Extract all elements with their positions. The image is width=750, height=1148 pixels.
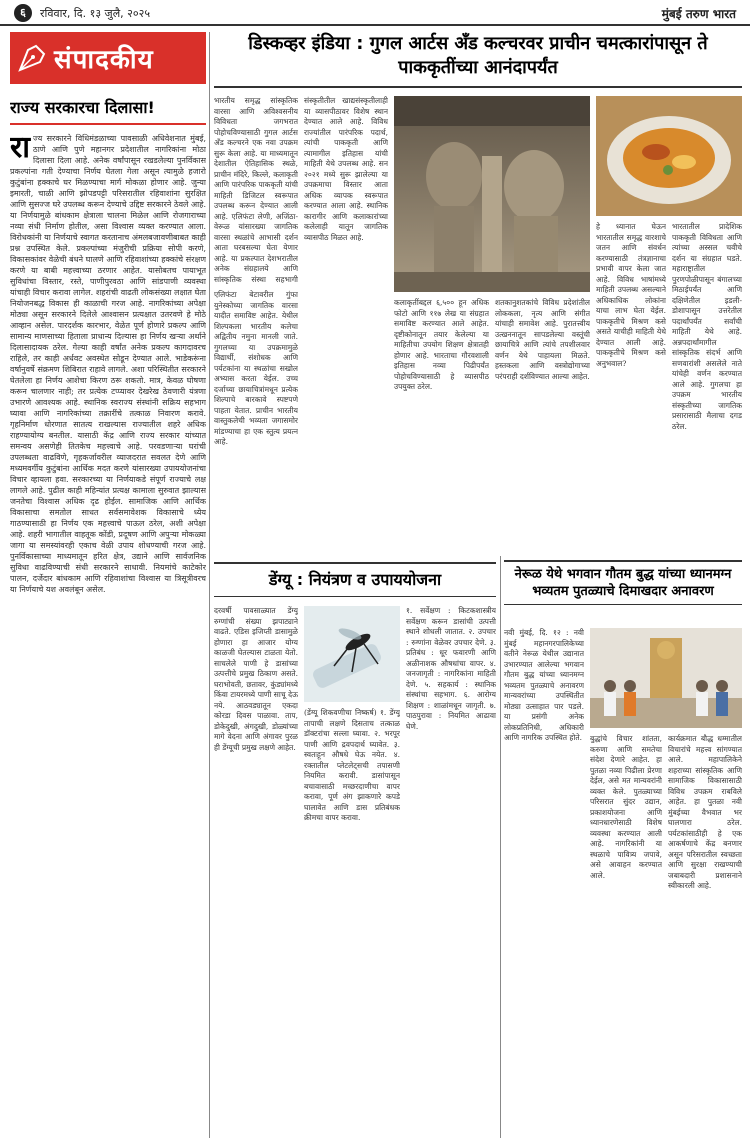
buddha-article-col-1: नवी मुंबई, दि. १२ : नवी मुंबई महानगरपालिकेच्या वतीने नेरूळ येथील उद्यानात उभारण्यात आलेल्या भगवान गौतम बुद्ध यांच्या ध्यानमग्न भव्यतम पुतळ्याचे अनावरण मान्यवरांच्या उपस्थितीत मोठ्या उत्साहात पार पडले. या प्रसंगी अनेक लोकप्रतिनिधी, अधिकारी आणि नागरिक उपस्थित होते.: [504, 628, 584, 742]
dengue-article-col-3: १. सर्वेक्षण : किटकशास्त्रीय सर्वेक्षण करून डासांची उत्पत्ती स्थाने शोधली जातात. २. उपचार : रुग्णांना वेळेवर उपचार देणे. ३. प्रतिबंध : धूर फवारणी आणि अळीनाशक औषधांचा वापर. ४. जनजागृती : नागरिकांना माहिती देणे. ५. सहकार्य : स्थानिक संस्थांचा सहभाग. ६. आरोग्य शिक्षण : शाळांमधून जागृती. ७. पाठपुरावा : नियमित आढावा घेणे.: [406, 606, 496, 731]
editorial-banner: [10, 32, 206, 84]
main-article-col-7: भारतातील प्रादेशिक पाककृती विविधता आणि त्यांच्या अस्सल चवीचे दर्शन या संग्रहात घडते. महाराष्ट्रातील पुरणपोळीपासून बंगालच्या मिठाईपर्यंत आणि दक्षिणेतील इडली-डोशापासून उत्तरेतील पदार्थांपर्यंत सर्वांची माहिती येथे आहे. अन्नपदार्थांमागील सांस्कृतिक संदर्भ आणि सणवारांशी असलेले नाते यांचेही वर्णन करण्यात आले आहे. गुगलचा हा उपक्रम भारतीय संस्कृतीच्या जागतिक प्रसारासाठी मैलाचा दगड ठरेल.: [672, 222, 742, 431]
main-article-headline: डिस्कव्हर इंडिया : गुगल आर्टस अँड कल्चरवर प्राचीन चमत्कारांपासून ते पाककृतींच्या आनंदापर्यंत: [214, 32, 742, 88]
dengue-article-col-1: दरवर्षी पावसाळ्यात डेंग्यू रुग्णांची संख्या झपाट्याने वाढते. एडिस इजिप्ती डासामुळे होणारा हा आजार योग्य काळजी घेतल्यास टाळता येतो. साचलेले पाणी हे डासांच्या उत्पत्तीचे प्रमुख ठिकाण असते. घराभोवती, छतावर, कुंड्यांमध्ये किंवा टायरमध्ये पाणी साचू देऊ नये. आठवड्यातून एकदा कोरडा दिवस पाळावा. ताप, डोकेदुखी, अंगदुखी, डोळ्यांच्या मागे वेदना आणि अंगावर पुरळ ही डेंग्यूची प्रमुख लक्षणे आहेत.: [214, 606, 298, 752]
editorial-text: ज्य सरकारने विधिमंडळाच्या पावसाळी अधिवेशनात मुंबई, ठाणे आणि पुणे महानगर प्रदेशातील नागरिकांना मोठा दिलासा दिला आहे. अनेक वर्षांपासून रखडलेल्या पुनर्विकास प्रकल्पांना गती देण्याचा निर्णय घेतला गेला असून त्यामुळे हजारो कुटुंबांना हक्काचे घर मिळण्याचा मार्ग मोकळा होणार आहे. जुन्या इमारती, चाळी आणि झोपडपट्टी परिसरातील रहिवाशांना सुरक्षित आणि सुसज्ज घरे उपलब्ध करून देण्याचे उद्दिष्ट सरकारने ठेवले आहे. या निर्णयामुळे बांधकाम क्षेत्राला चालना मिळेल आणि रोजगाराच्या नव्या संधी निर्माण होतील, असा विश्वास व्यक्त करण्यात आला. विरोधकांनी या निर्णयाचे स्वागत करतानाच अंमलबजावणीबाबत काही प्रश्न उपस्थित केले. प्रकल्पांच्या मंजुरीची प्रक्रिया सोपी करणे, विकासकांवर वेळेची बंधने घालणे आणि रहिवाशांच्या हक्कांचे संरक्षण करणे या बाबी महत्त्वाच्या ठरणार आहेत. यासोबतच पायाभूत सुविधांचा विस्तार, रस्ते, पाणीपुरवठा आणि सांडपाणी व्यवस्था यांचाही विचार करावा लागेल. शहरांची वाढती लोकसंख्या लक्षात घेता नियोजनबद्ध विकास ही काळाची गरज आहे. नागरिकांच्या अपेक्षा मोठ्या असून सरकारने दिलेले आश्वासन प्रत्यक्षात उतरवणे हे मोठे आव्हान असेल. पारदर्शक कारभार, वेळेत पूर्ण होणारे प्रकल्प आणि सामान्य माणसाच्या हिताला प्राधान्य दिल्यास हा निर्णय खऱ्या अर्थाने दिलासादायक ठरेल. गेल्या काही वर्षांत अनेक प्रकल्प कागदावरच राहिले, तर काही अर्धवट अवस्थेत सोडून देण्यात आले. भाडेकरूंना वर्षानुवर्षे संक्रमण शिबिरात राहावे लागले. अशा परिस्थितीत सरकारने घेतलेला हा निर्णय आशेचा किरण ठरू शकतो. मात्र, केवळ घोषणा करून चालणार नाही; तर प्रत्येक टप्प्यावर देखरेख ठेवणारी यंत्रणा उभारणे आवश्यक आहे. स्थानिक स्वराज्य संस्थांनी सक्रिय सहभाग घ्यावा आणि नागरिकांच्या तक्रारींचे तत्काळ निवारण करावे. गृहनिर्माण धोरणात सातत्य राखल्यास राज्यातील शहरे अधिक राहण्यायोग्य बनतील. यासाठी केंद्र आणि राज्य सरकार यांच्यात समन्वय असणेही तितकेच महत्त्वाचे आहे. परवडणाऱ्या घरांची उपलब्धता वाढविणे, गृहकर्जावरील व्याजदरात सवलत देणे आणि मध्यमवर्गीय कुटुंबांना आर्थिक मदत करणे यांसारख्या उपाययोजनांचा विचार व्हायला हवा. सरकारच्या या निर्णयाकडे संपूर्ण राज्याचे लक्ष लागले आहे. पुढील काही महिन्यांत प्रत्यक्ष कामाला सुरुवात झाल्यास जनतेचा विश्वास अधिक दृढ होईल. सामाजिक आणि आर्थिक विकासाचा समतोल साधत सर्वसमावेशक विकासाचे ध्येय गाठण्यासाठी हा निर्णय एक महत्त्वाचे पाऊल ठरेल, अशी अपेक्षा आहे. शहरी भागातील वाहतूक कोंडी, प्रदूषण आणि अपुऱ्या मोकळ्या जागा या समस्यांवरही एकाच वेळी उपाय शोधण्याची गरज आहे. पुनर्विकासाच्या माध्यमातून हरित क्षेत्र, उद्याने आणि सार्वजनिक सुविधा वाढविण्याची संधी सरकारने साधावी. नियमांचे काटेकोर पालन, दर्जेदार बांधकाम आणि रहिवाशांचा विश्वास या त्रिसूत्रीवरच या निर्णयाचे यश अवलंबून असेल.: [10, 134, 206, 595]
editorial-drop-cap: रा: [10, 130, 31, 166]
main-article-col-6: हे ध्यानात घेऊन भारतातील समृद्ध वारशाचे जतन आणि संवर्धन करण्यासाठी तंत्रज्ञानाचा प्रभावी वापर केला जात आहे. विविध भाषांमध्ये माहिती उपलब्ध असल्याने अधिकाधिक लोकांना याचा लाभ घेता येईल. पाककृतीचे मिश्रण कसे असते याचीही माहिती येथे देण्यात आली आहे. पाककृतीचे मिश्रण कसे अनुभवाल?: [596, 222, 666, 368]
newspaper-name: मुंबई तरुण भारत: [661, 7, 736, 21]
main-article-col-2: संस्कृतीतील खाद्यसंस्कृतीलाही या व्यासपीठावर विशेष स्थान देण्यात आले आहे. विविध राज्यांतील पारंपरिक पदार्थ, त्यांची पाककृती आणि त्यामागील इतिहास यांची माहिती येथे उपलब्ध आहे. सन २०२१ मध्ये सुरू झालेल्या या उपक्रमाचा विस्तार आता अधिक व्यापक स्वरूपात करण्यात आला आहे. स्थानिक कारागीर आणि कलाकारांच्या कलेलाही यातून जागतिक व्यासपीठ मिळत आहे.: [304, 96, 388, 242]
editorial-headline: राज्य सरकारचा दिलासा!: [10, 98, 206, 125]
mosquito-illustration: [304, 606, 400, 702]
dengue-article-col-2: (डेंग्यू शिकवणीचा निष्कर्ष) १. डेंग्यू तापाची लक्षणे दिसताच तत्काळ डॉक्टरांचा सल्ला घ्यावा. २. भरपूर पाणी आणि द्रवपदार्थ घ्यावेत. ३. स्वतःहून औषधे घेऊ नयेत. ४. रक्तातील प्लेटलेट्सची तपासणी नियमित करावी. डासांपासून बचावासाठी मच्छरदाणीचा वापर करावा, पूर्ण अंग झाकणारे कपडे घालावेत आणि डास प्रतिबंधक क्रीमचा वापर करावा.: [304, 708, 400, 822]
main-article-col-4: कलाकृतींबद्दल ६,५०० हून अधिक फोटो आणि ११७ लेख या संग्रहात समाविष्ट करण्यात आले आहेत. दृष्टीकोनातून तयार केलेल्या या माहितीचा उपयोग शिक्षण क्षेत्रातही होणार आहे. भारताचा गौरवशाली इतिहास नव्या पिढीपर्यंत पोहोचविण्यासाठी हे व्यासपीठ उपयुक्त ठरेल.: [394, 298, 489, 391]
main-article-col-1b: एलिफंटा बेटावरील गुंफा युनेस्कोच्या जागतिक वारसा यादीत समाविष्ट आहेत. येथील शिल्पकला भारतीय कलेचा अद्वितीय नमुना मानली जाते. गुगलच्या या उपक्रमामुळे विद्यार्थी, संशोधक आणि पर्यटकांना या स्थळांचा सखोल अभ्यास करता येईल. उच्च दर्जाच्या छायाचित्रांमधून प्रत्येक शिल्पाचे बारकावे स्पष्टपणे पाहता येतात. प्राचीन भारतीय वास्तुकलेची भव्यता जगासमोर मांडण्याचा हा एक स्तुत्य प्रयत्न आहे.: [214, 290, 298, 446]
main-article-col-5: शतकानुशतकांचे विविध प्रदेशांतील लोककला, नृत्य आणि संगीत यांचाही समावेश आहे. पुरातत्त्वीय उत्खननातून सापडलेल्या वस्तूंची छायाचित्रे आणि त्यांचे तपशीलवार वर्णन येथे पाहायला मिळते. हस्तकला आणि वस्त्रोद्योगाच्या परंपराही दर्शविण्यात आल्या आहेत.: [495, 298, 590, 381]
buddha-article-col-2: बुद्धांचे विचार शांतता, करुणा आणि समतेचा संदेश देणारे आहेत. हा पुतळा नव्या पिढीला प्रेरणा देईल, असे मत मान्यवरांनी व्यक्त केले. पुतळ्याच्या परिसरात सुंदर उद्यान, प्रकाशयोजना आणि ध्यानधारणेसाठी विशेष व्यवस्था करण्यात आली आहे. नागरिकांनी या स्थळाचे पावित्र्य जपावे, असे आवाहन करण्यात आले.: [590, 734, 662, 880]
main-article-col-1: भारतीय समृद्ध सांस्कृतिक वारसा आणि अविश्वसनीय विविधता जगभरात पोहोचविण्यासाठी गुगल आर्टस अँड कल्चरने एक नवा उपक्रम सुरू केला आहे. या माध्यमातून देशातील ऐतिहासिक स्थळे, प्राचीन मंदिरे, किल्ले, कलाकृती आणि पारंपरिक पाककृती यांची माहिती डिजिटल स्वरूपात उपलब्ध करून देण्यात आली आहे. एलिफंटा लेणी, अजिंठा-वेरूळ यांसारख्या जागतिक वारसा स्थळांचे आभासी दर्शन आता घरबसल्या घेता येणार आहे. या प्रकल्पात देशभरातील अनेक संग्रहालये आणि सांस्कृतिक संस्था सहभागी: [214, 96, 298, 284]
ceremony-photo: [590, 628, 742, 728]
buddha-article-col-3: कार्यक्रमात बौद्ध धम्मातील विचारांचे महत्त्व सांगण्यात आले. महापालिकेने शहराच्या सांस्कृतिक आणि सामाजिक विकासासाठी विविध उपक्रम राबविले आहेत. हा पुतळा नवी मुंबईच्या वैभवात भर घालणारा ठरेल. पर्यटकांसाठीही हे एक आकर्षणाचे केंद्र बनणार असून परिसरातील स्वच्छता आणि सुरक्षा राखण्याची जबाबदारी प्रशासनाने स्वीकारली आहे.: [668, 734, 742, 890]
editorial-column: [10, 32, 206, 1138]
buddha-article-headline: नेरूळ येथे भगवान गौतम बुद्ध यांच्या ध्यानमग्न भव्यतम पुतळ्याचे दिमाखदार अनावरण: [504, 560, 742, 605]
editorial-banner-title: संपादकीय: [54, 45, 154, 75]
mosquito-photo: [304, 606, 400, 702]
cave-sculpture-illustration: [394, 96, 590, 292]
page-number: ६: [14, 4, 32, 22]
food-dish-illustration: [596, 96, 742, 216]
food-dish-photo: [596, 96, 742, 216]
editorial-body: [10, 130, 206, 595]
column-divider-2: [500, 556, 501, 1138]
ceremony-illustration: [590, 628, 742, 728]
pen-nib-icon: [14, 40, 50, 76]
issue-date: रविवार, दि. १३ जुलै, २०२५: [40, 7, 151, 20]
page-header: [0, 0, 750, 26]
cave-sculpture-photo: [394, 96, 590, 292]
column-divider: [209, 32, 210, 1138]
dengue-article-headline: डेंग्यू : नियंत्रण व उपाययोजना: [214, 562, 496, 597]
